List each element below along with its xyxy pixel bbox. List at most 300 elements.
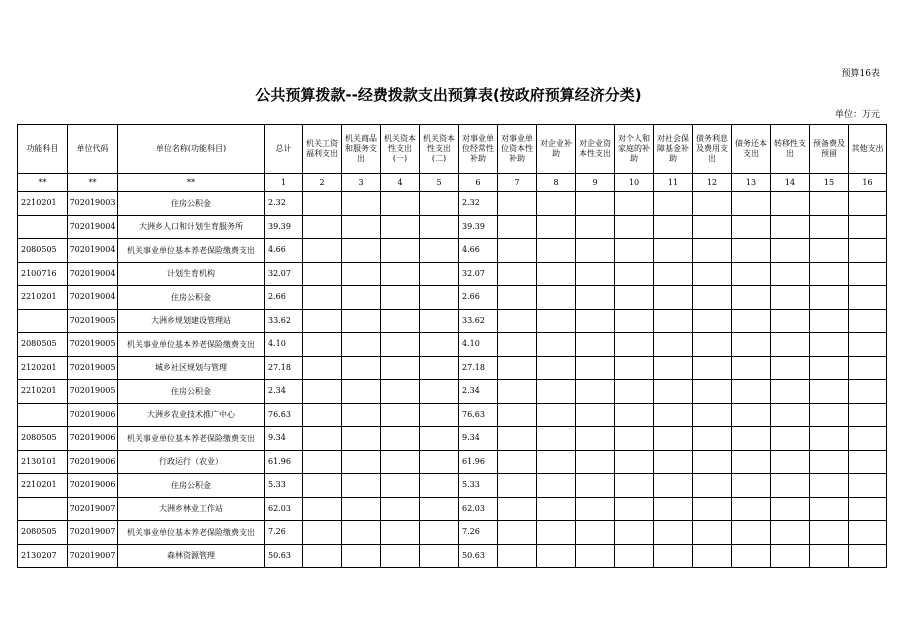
unit-name-cell: 计划生育机构 bbox=[118, 262, 265, 286]
empty-cell bbox=[654, 380, 693, 404]
empty-cell bbox=[732, 192, 771, 216]
empty-cell bbox=[732, 497, 771, 521]
unit-name-cell: 大洲乡规划建设管理站 bbox=[118, 309, 265, 333]
empty-cell bbox=[420, 521, 459, 545]
empty-cell bbox=[654, 497, 693, 521]
unit-label: 单位：万元 bbox=[834, 110, 880, 120]
empty-cell bbox=[576, 521, 615, 545]
empty-cell bbox=[654, 356, 693, 380]
empty-cell bbox=[381, 450, 420, 474]
column-header: 债务还本支出 bbox=[732, 125, 771, 174]
column-header: 债务利息及费用支出 bbox=[693, 125, 732, 174]
empty-cell bbox=[537, 450, 576, 474]
table-row bbox=[18, 192, 887, 216]
column-header: 对企业补助 bbox=[537, 125, 576, 174]
empty-cell bbox=[342, 286, 381, 310]
total-cell: 2.32 bbox=[265, 192, 303, 216]
empty-cell bbox=[693, 333, 732, 357]
empty-cell bbox=[654, 215, 693, 239]
unit-code-cell: 702019004 bbox=[68, 262, 118, 286]
empty-cell bbox=[654, 333, 693, 357]
empty-cell bbox=[498, 215, 537, 239]
column-index: 16 bbox=[849, 174, 887, 192]
unit-name-cell: 城乡社区规划与管理 bbox=[118, 356, 265, 380]
table-row bbox=[18, 474, 887, 498]
table-row bbox=[18, 262, 887, 286]
empty-cell bbox=[693, 286, 732, 310]
table-row bbox=[18, 309, 887, 333]
empty-cell bbox=[615, 544, 654, 568]
empty-cell bbox=[420, 380, 459, 404]
empty-cell bbox=[849, 333, 887, 357]
unit-name-cell: 住房公积金 bbox=[118, 192, 265, 216]
column-index: ** bbox=[118, 174, 265, 192]
column-header: 机关资本性支出(二) bbox=[420, 125, 459, 174]
empty-cell bbox=[537, 356, 576, 380]
empty-cell bbox=[537, 262, 576, 286]
public-institution-subsidy-cell: 4.10 bbox=[459, 333, 498, 357]
empty-cell bbox=[693, 380, 732, 404]
empty-cell bbox=[576, 403, 615, 427]
empty-cell bbox=[420, 497, 459, 521]
unit-name-cell: 行政运行（农业） bbox=[118, 450, 265, 474]
empty-cell bbox=[771, 333, 810, 357]
total-cell: 39.39 bbox=[265, 215, 303, 239]
empty-cell bbox=[576, 333, 615, 357]
func-code-cell: 2100716 bbox=[18, 262, 68, 286]
empty-cell bbox=[732, 333, 771, 357]
empty-cell bbox=[810, 497, 849, 521]
empty-cell bbox=[342, 544, 381, 568]
empty-cell bbox=[342, 427, 381, 451]
index-row bbox=[18, 174, 887, 192]
empty-cell bbox=[654, 403, 693, 427]
total-cell: 27.18 bbox=[265, 356, 303, 380]
empty-cell bbox=[615, 286, 654, 310]
empty-cell bbox=[849, 521, 887, 545]
func-code-cell: 2210201 bbox=[18, 286, 68, 310]
column-index: 2 bbox=[303, 174, 342, 192]
empty-cell bbox=[381, 286, 420, 310]
unit-code-cell: 702019006 bbox=[68, 403, 118, 427]
empty-cell bbox=[303, 474, 342, 498]
public-institution-subsidy-cell: 2.34 bbox=[459, 380, 498, 404]
empty-cell bbox=[771, 215, 810, 239]
func-code-cell bbox=[18, 497, 68, 521]
empty-cell bbox=[810, 450, 849, 474]
budget-table bbox=[17, 124, 887, 568]
public-institution-subsidy-cell: 50.63 bbox=[459, 544, 498, 568]
func-code-cell: 2080505 bbox=[18, 427, 68, 451]
empty-cell bbox=[810, 427, 849, 451]
empty-cell bbox=[771, 239, 810, 263]
empty-cell bbox=[381, 239, 420, 263]
unit-name-cell: 大洲乡人口和计划生育服务所 bbox=[118, 215, 265, 239]
unit-code-cell: 702019007 bbox=[68, 497, 118, 521]
column-index: 11 bbox=[654, 174, 693, 192]
empty-cell bbox=[771, 474, 810, 498]
empty-cell bbox=[615, 333, 654, 357]
empty-cell bbox=[849, 544, 887, 568]
column-index: 5 bbox=[420, 174, 459, 192]
func-code-cell: 2120201 bbox=[18, 356, 68, 380]
total-cell: 50.63 bbox=[265, 544, 303, 568]
empty-cell bbox=[537, 427, 576, 451]
empty-cell bbox=[381, 474, 420, 498]
column-index: 8 bbox=[537, 174, 576, 192]
empty-cell bbox=[537, 403, 576, 427]
empty-cell bbox=[849, 262, 887, 286]
unit-code-cell: 702019004 bbox=[68, 286, 118, 310]
unit-code-cell: 702019006 bbox=[68, 450, 118, 474]
unit-name-cell: 机关事业单位基本养老保险缴费支出 bbox=[118, 521, 265, 545]
empty-cell bbox=[537, 544, 576, 568]
column-header: 对个人和家庭的补助 bbox=[615, 125, 654, 174]
unit-code-cell: 702019005 bbox=[68, 333, 118, 357]
empty-cell bbox=[303, 544, 342, 568]
empty-cell bbox=[498, 356, 537, 380]
empty-cell bbox=[693, 239, 732, 263]
empty-cell bbox=[381, 356, 420, 380]
column-header: 对企业资本性支出 bbox=[576, 125, 615, 174]
empty-cell bbox=[576, 286, 615, 310]
empty-cell bbox=[420, 403, 459, 427]
empty-cell bbox=[615, 356, 654, 380]
empty-cell bbox=[381, 309, 420, 333]
unit-name-cell: 机关事业单位基本养老保险缴费支出 bbox=[118, 427, 265, 451]
empty-cell bbox=[303, 403, 342, 427]
empty-cell bbox=[693, 427, 732, 451]
empty-cell bbox=[810, 215, 849, 239]
column-index: ** bbox=[68, 174, 118, 192]
empty-cell bbox=[498, 286, 537, 310]
empty-cell bbox=[771, 521, 810, 545]
empty-cell bbox=[537, 215, 576, 239]
empty-cell bbox=[342, 239, 381, 263]
func-code-cell: 2080505 bbox=[18, 521, 68, 545]
table-row bbox=[18, 450, 887, 474]
empty-cell bbox=[303, 262, 342, 286]
empty-cell bbox=[732, 380, 771, 404]
total-cell: 33.62 bbox=[265, 309, 303, 333]
empty-cell bbox=[381, 497, 420, 521]
func-code-cell: 2130101 bbox=[18, 450, 68, 474]
empty-cell bbox=[693, 262, 732, 286]
func-code-cell bbox=[18, 309, 68, 333]
empty-cell bbox=[498, 380, 537, 404]
empty-cell bbox=[615, 427, 654, 451]
empty-cell bbox=[654, 474, 693, 498]
unit-code-cell: 702019006 bbox=[68, 474, 118, 498]
empty-cell bbox=[303, 497, 342, 521]
total-cell: 4.10 bbox=[265, 333, 303, 357]
empty-cell bbox=[810, 309, 849, 333]
empty-cell bbox=[498, 192, 537, 216]
func-code-cell: 2130207 bbox=[18, 544, 68, 568]
public-institution-subsidy-cell: 27.18 bbox=[459, 356, 498, 380]
empty-cell bbox=[537, 521, 576, 545]
unit-code-cell: 702019004 bbox=[68, 239, 118, 263]
empty-cell bbox=[537, 239, 576, 263]
column-index: 10 bbox=[615, 174, 654, 192]
empty-cell bbox=[381, 544, 420, 568]
empty-cell bbox=[537, 286, 576, 310]
total-cell: 76.63 bbox=[265, 403, 303, 427]
empty-cell bbox=[342, 521, 381, 545]
unit-code-cell: 702019006 bbox=[68, 427, 118, 451]
empty-cell bbox=[849, 192, 887, 216]
page-title: 公共预算拨款--经费拨款支出预算表(按政府预算经济分类) bbox=[255, 86, 642, 104]
empty-cell bbox=[693, 215, 732, 239]
empty-cell bbox=[420, 262, 459, 286]
empty-cell bbox=[771, 192, 810, 216]
empty-cell bbox=[498, 544, 537, 568]
empty-cell bbox=[732, 427, 771, 451]
empty-cell bbox=[732, 474, 771, 498]
empty-cell bbox=[654, 192, 693, 216]
empty-cell bbox=[693, 474, 732, 498]
func-code-cell bbox=[18, 215, 68, 239]
empty-cell bbox=[732, 521, 771, 545]
empty-cell bbox=[810, 544, 849, 568]
column-header: 转移性支出 bbox=[771, 125, 810, 174]
empty-cell bbox=[771, 450, 810, 474]
table-row bbox=[18, 427, 887, 451]
empty-cell bbox=[342, 333, 381, 357]
empty-cell bbox=[615, 309, 654, 333]
empty-cell bbox=[381, 333, 420, 357]
empty-cell bbox=[810, 403, 849, 427]
empty-cell bbox=[576, 474, 615, 498]
empty-cell bbox=[732, 544, 771, 568]
public-institution-subsidy-cell: 62.03 bbox=[459, 497, 498, 521]
empty-cell bbox=[771, 380, 810, 404]
public-institution-subsidy-cell: 7.26 bbox=[459, 521, 498, 545]
empty-cell bbox=[693, 356, 732, 380]
empty-cell bbox=[810, 333, 849, 357]
empty-cell bbox=[849, 450, 887, 474]
empty-cell bbox=[732, 239, 771, 263]
empty-cell bbox=[537, 497, 576, 521]
func-code-cell: 2210201 bbox=[18, 474, 68, 498]
empty-cell bbox=[849, 215, 887, 239]
empty-cell bbox=[303, 309, 342, 333]
column-header: 机关工资福利支出 bbox=[303, 125, 342, 174]
total-cell: 2.66 bbox=[265, 286, 303, 310]
func-code-cell: 2080505 bbox=[18, 239, 68, 263]
empty-cell bbox=[693, 309, 732, 333]
column-index: 14 bbox=[771, 174, 810, 192]
empty-cell bbox=[303, 380, 342, 404]
column-index: 3 bbox=[342, 174, 381, 192]
unit-code-cell: 702019007 bbox=[68, 521, 118, 545]
empty-cell bbox=[537, 474, 576, 498]
public-institution-subsidy-cell: 33.62 bbox=[459, 309, 498, 333]
empty-cell bbox=[771, 309, 810, 333]
empty-cell bbox=[693, 521, 732, 545]
column-index: 15 bbox=[810, 174, 849, 192]
empty-cell bbox=[615, 262, 654, 286]
total-cell: 32.07 bbox=[265, 262, 303, 286]
empty-cell bbox=[420, 286, 459, 310]
public-institution-subsidy-cell: 39.39 bbox=[459, 215, 498, 239]
empty-cell bbox=[420, 427, 459, 451]
empty-cell bbox=[810, 239, 849, 263]
empty-cell bbox=[654, 427, 693, 451]
empty-cell bbox=[576, 215, 615, 239]
column-index: 13 bbox=[732, 174, 771, 192]
empty-cell bbox=[303, 333, 342, 357]
empty-cell bbox=[615, 497, 654, 521]
unit-name-cell: 机关事业单位基本养老保险缴费支出 bbox=[118, 239, 265, 263]
empty-cell bbox=[732, 403, 771, 427]
empty-cell bbox=[576, 356, 615, 380]
empty-cell bbox=[849, 309, 887, 333]
unit-name-cell: 大洲乡林业工作站 bbox=[118, 497, 265, 521]
column-header: 其他支出 bbox=[849, 125, 887, 174]
column-header: 机关商品和服务支出 bbox=[342, 125, 381, 174]
empty-cell bbox=[498, 474, 537, 498]
empty-cell bbox=[615, 215, 654, 239]
table-row bbox=[18, 333, 887, 357]
empty-cell bbox=[849, 356, 887, 380]
column-header: 机关资本性支出(一) bbox=[381, 125, 420, 174]
empty-cell bbox=[615, 521, 654, 545]
func-code-cell: 2210201 bbox=[18, 192, 68, 216]
empty-cell bbox=[576, 450, 615, 474]
empty-cell bbox=[615, 474, 654, 498]
empty-cell bbox=[693, 450, 732, 474]
table-row bbox=[18, 286, 887, 310]
empty-cell bbox=[342, 309, 381, 333]
table-row bbox=[18, 497, 887, 521]
empty-cell bbox=[498, 427, 537, 451]
empty-cell bbox=[693, 497, 732, 521]
column-index: 1 bbox=[265, 174, 303, 192]
empty-cell bbox=[615, 192, 654, 216]
public-institution-subsidy-cell: 9.34 bbox=[459, 427, 498, 451]
empty-cell bbox=[732, 309, 771, 333]
unit-name-cell: 机关事业单位基本养老保险缴费支出 bbox=[118, 333, 265, 357]
empty-cell bbox=[693, 544, 732, 568]
table-row bbox=[18, 239, 887, 263]
empty-cell bbox=[342, 474, 381, 498]
empty-cell bbox=[342, 215, 381, 239]
empty-cell bbox=[342, 192, 381, 216]
empty-cell bbox=[303, 450, 342, 474]
column-header: 功能科目 bbox=[18, 125, 68, 174]
unit-code-cell: 702019005 bbox=[68, 309, 118, 333]
empty-cell bbox=[498, 403, 537, 427]
empty-cell bbox=[498, 497, 537, 521]
empty-cell bbox=[732, 262, 771, 286]
empty-cell bbox=[537, 192, 576, 216]
unit-code-cell: 702019004 bbox=[68, 215, 118, 239]
public-institution-subsidy-cell: 2.32 bbox=[459, 192, 498, 216]
header-row bbox=[18, 125, 887, 174]
empty-cell bbox=[849, 474, 887, 498]
empty-cell bbox=[771, 403, 810, 427]
empty-cell bbox=[849, 427, 887, 451]
empty-cell bbox=[849, 497, 887, 521]
empty-cell bbox=[537, 309, 576, 333]
column-header: 对事业单位资本性补助 bbox=[498, 125, 537, 174]
empty-cell bbox=[420, 333, 459, 357]
empty-cell bbox=[420, 192, 459, 216]
empty-cell bbox=[576, 309, 615, 333]
empty-cell bbox=[576, 427, 615, 451]
empty-cell bbox=[381, 192, 420, 216]
empty-cell bbox=[810, 262, 849, 286]
form-number: 预算16表 bbox=[841, 69, 880, 79]
empty-cell bbox=[420, 544, 459, 568]
unit-code-cell: 702019007 bbox=[68, 544, 118, 568]
empty-cell bbox=[654, 309, 693, 333]
empty-cell bbox=[810, 356, 849, 380]
column-index: ** bbox=[18, 174, 68, 192]
public-institution-subsidy-cell: 76.63 bbox=[459, 403, 498, 427]
total-cell: 5.33 bbox=[265, 474, 303, 498]
total-cell: 9.34 bbox=[265, 427, 303, 451]
empty-cell bbox=[654, 286, 693, 310]
empty-cell bbox=[654, 521, 693, 545]
empty-cell bbox=[498, 239, 537, 263]
total-cell: 61.96 bbox=[265, 450, 303, 474]
empty-cell bbox=[771, 497, 810, 521]
empty-cell bbox=[381, 427, 420, 451]
empty-cell bbox=[732, 286, 771, 310]
empty-cell bbox=[810, 192, 849, 216]
empty-cell bbox=[498, 521, 537, 545]
empty-cell bbox=[615, 239, 654, 263]
func-code-cell: 2210201 bbox=[18, 380, 68, 404]
public-institution-subsidy-cell: 32.07 bbox=[459, 262, 498, 286]
total-cell: 2.34 bbox=[265, 380, 303, 404]
empty-cell bbox=[771, 427, 810, 451]
empty-cell bbox=[849, 286, 887, 310]
table-row bbox=[18, 215, 887, 239]
empty-cell bbox=[576, 239, 615, 263]
empty-cell bbox=[654, 450, 693, 474]
empty-cell bbox=[498, 262, 537, 286]
public-institution-subsidy-cell: 2.66 bbox=[459, 286, 498, 310]
empty-cell bbox=[342, 380, 381, 404]
empty-cell bbox=[576, 192, 615, 216]
empty-cell bbox=[381, 521, 420, 545]
empty-cell bbox=[849, 403, 887, 427]
empty-cell bbox=[771, 544, 810, 568]
empty-cell bbox=[732, 215, 771, 239]
public-institution-subsidy-cell: 61.96 bbox=[459, 450, 498, 474]
empty-cell bbox=[771, 262, 810, 286]
empty-cell bbox=[810, 380, 849, 404]
empty-cell bbox=[615, 450, 654, 474]
empty-cell bbox=[771, 356, 810, 380]
unit-name-cell: 住房公积金 bbox=[118, 286, 265, 310]
empty-cell bbox=[420, 450, 459, 474]
empty-cell bbox=[693, 192, 732, 216]
empty-cell bbox=[654, 544, 693, 568]
empty-cell bbox=[654, 239, 693, 263]
empty-cell bbox=[420, 309, 459, 333]
column-header: 单位名称(功能科目) bbox=[118, 125, 265, 174]
empty-cell bbox=[420, 474, 459, 498]
column-header: 单位代码 bbox=[68, 125, 118, 174]
table-row bbox=[18, 403, 887, 427]
empty-cell bbox=[810, 286, 849, 310]
total-cell: 62.03 bbox=[265, 497, 303, 521]
empty-cell bbox=[576, 544, 615, 568]
